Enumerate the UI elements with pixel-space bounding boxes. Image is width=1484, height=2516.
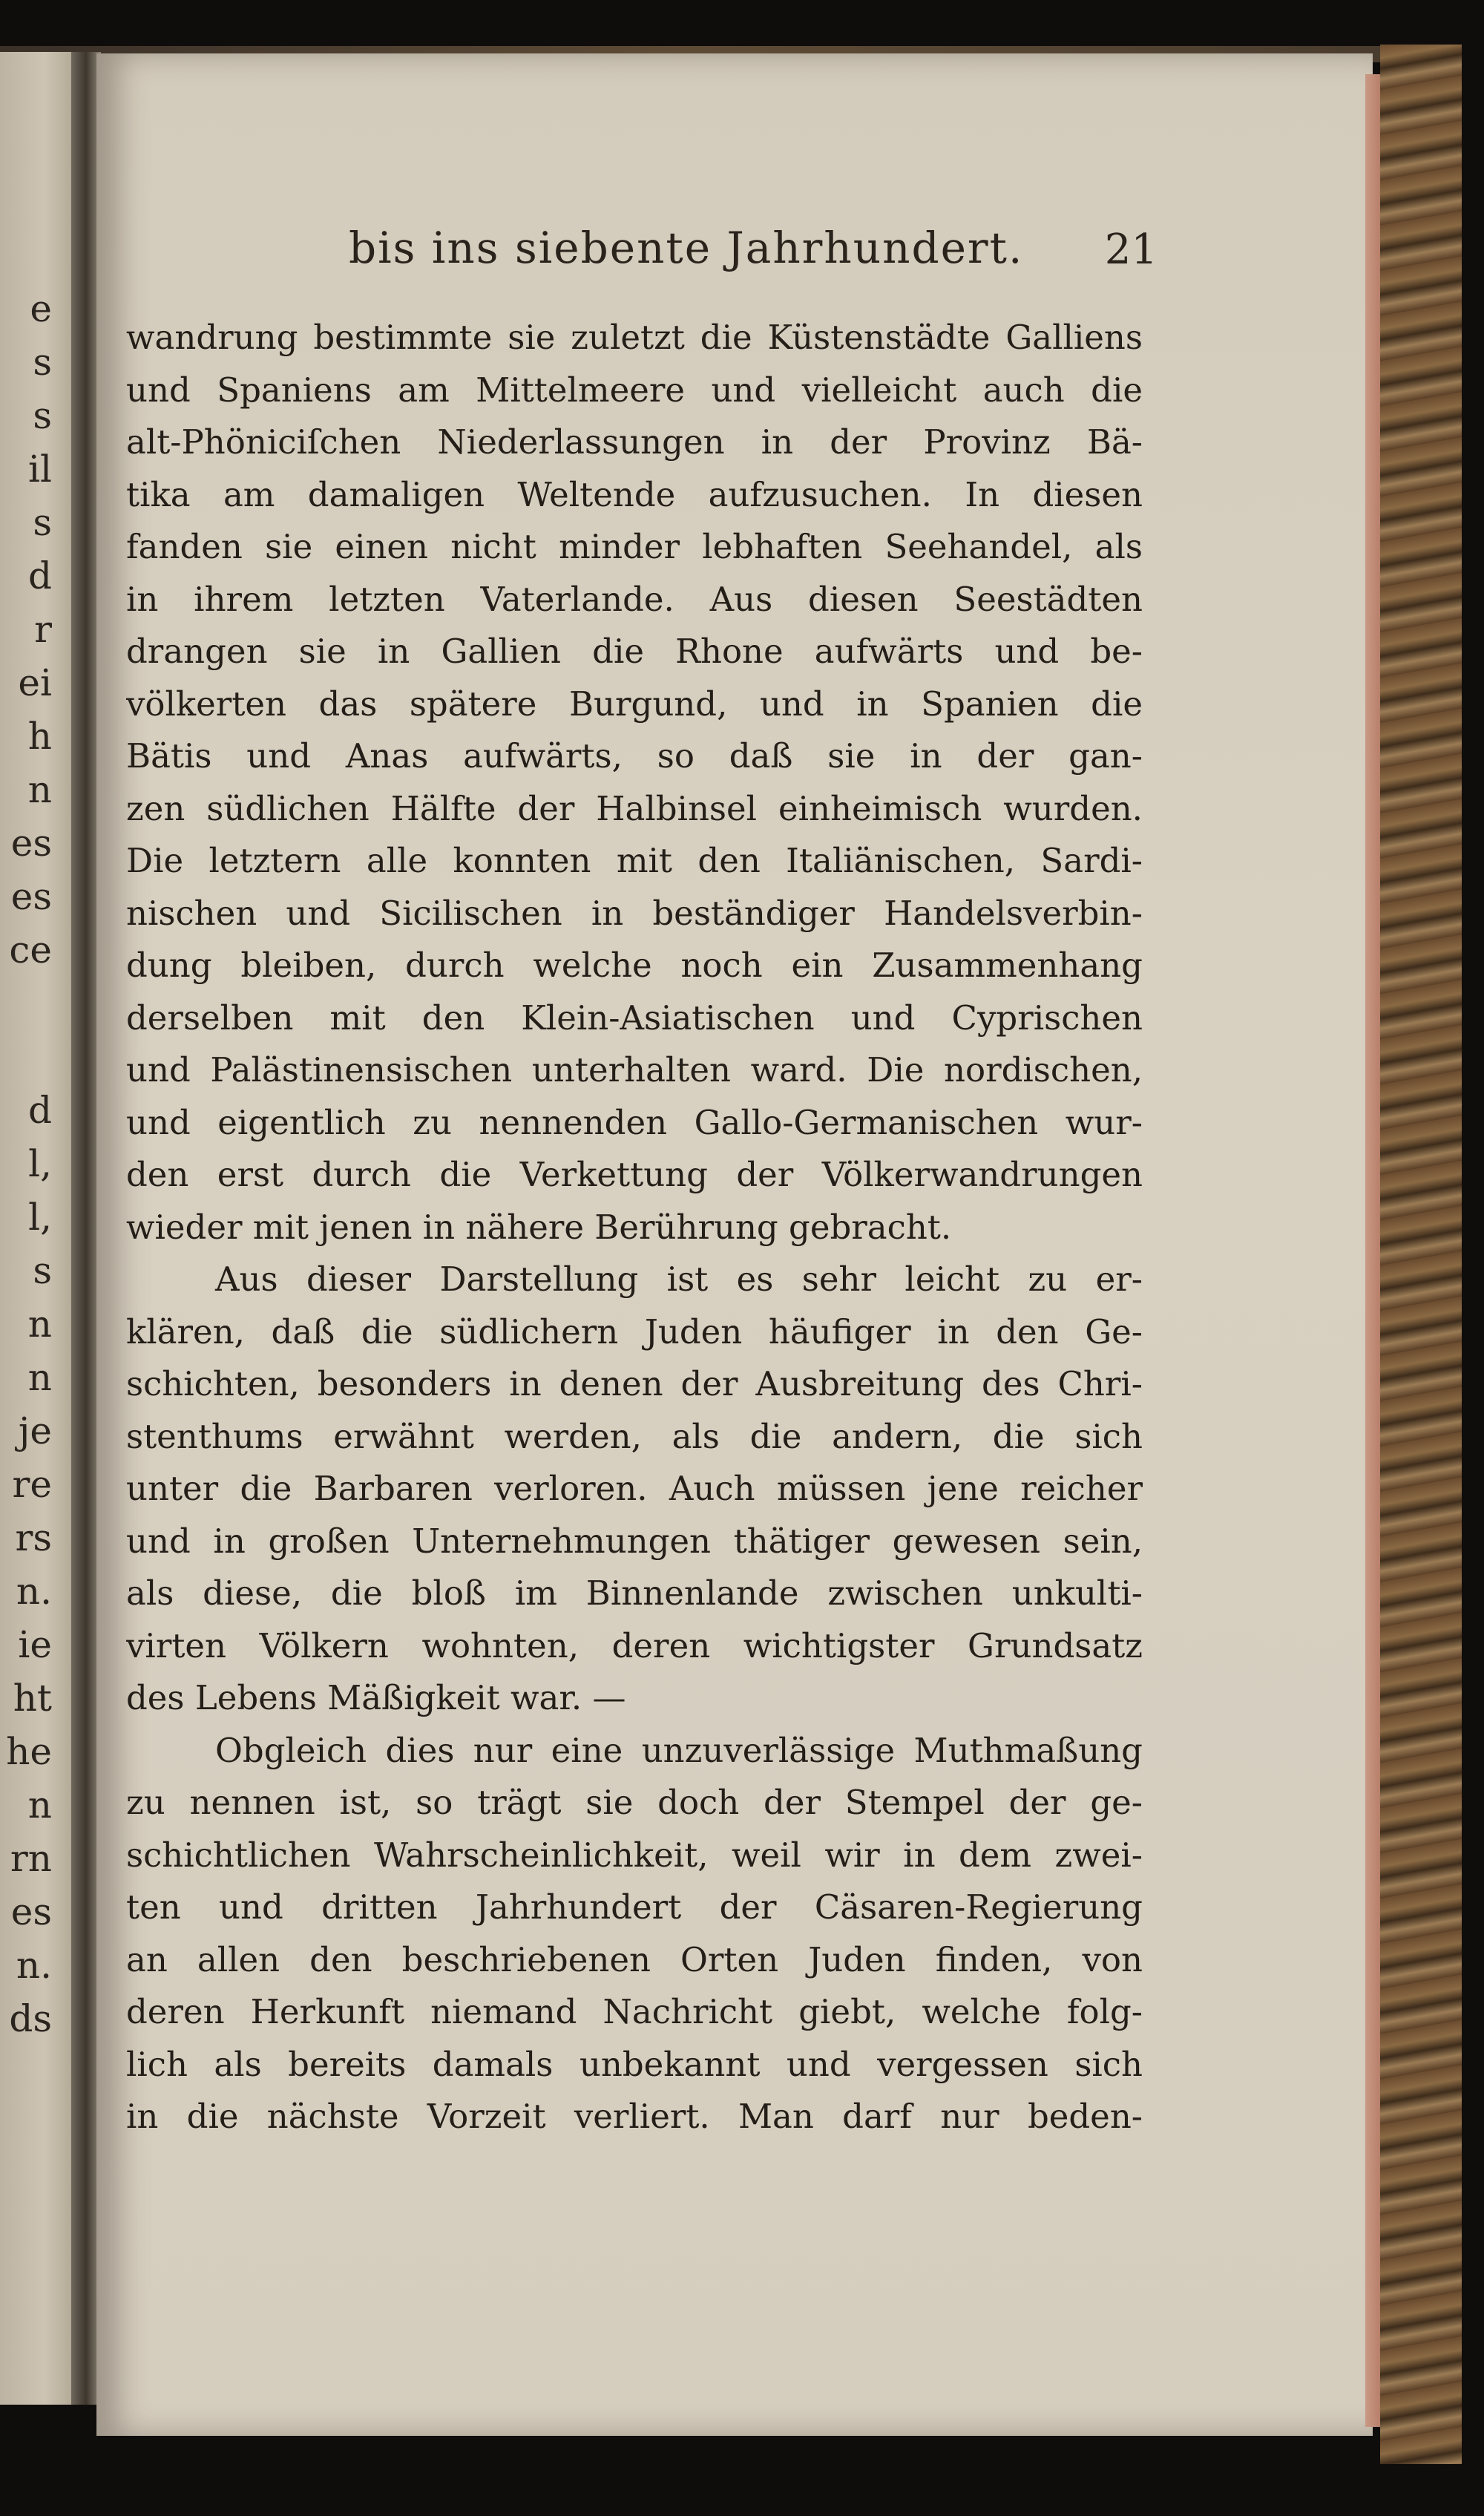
left-page-fragment: ds — [9, 1997, 52, 2040]
left-page-fragment: r — [34, 608, 52, 651]
text-line: völkerten das spätere Burgund, und in Spanien die — [126, 684, 1143, 724]
left-page-fragment: he — [6, 1730, 52, 1773]
left-page-fragment: je — [18, 1409, 52, 1452]
text-line: Die letztern alle konnten mit den Italiänischen, Sardi- — [126, 841, 1143, 880]
text-line: zu nennen ist, so trägt sie doch der Stempel der ge- — [126, 1783, 1143, 1822]
left-page-fragment — [0, 1030, 52, 1084]
text-line: schichten, besonders in denen der Ausbreitung des Chri- — [126, 1364, 1143, 1403]
left-page-fragment: rn — [10, 1837, 52, 1880]
text-line: Obgleich dies nur eine unzuverlässige Muthmaßung — [215, 1730, 1143, 1770]
text-line: Bätis und Anas aufwärts, so daß sie in der gan- — [126, 736, 1143, 776]
text-line: tika am damaligen Weltende aufzusuchen. In diesen — [126, 474, 1143, 514]
running-title: bis ins siebente Jahrhundert. — [349, 223, 1024, 273]
text-line: an allen den beschriebenen Orten Juden finden, von — [126, 1939, 1143, 1979]
left-page-fragment: il — [28, 448, 52, 491]
left-page-fragment: l, — [28, 1196, 52, 1239]
left-page-fragment: es — [10, 875, 52, 918]
text-line: in ihrem letzten Vaterlande. Aus diesen Seestädten — [126, 579, 1143, 619]
left-page-fragment: n — [27, 1356, 52, 1399]
text-line: deren Herkunft niemand Nachricht giebt, welche folg- — [126, 1992, 1143, 2031]
text-line: zen südlichen Hälfte der Halbinsel einheimisch wurden. — [126, 788, 1143, 828]
page-number: 21 — [1104, 226, 1158, 274]
text-line: schichtlichen Wahrscheinlichkeit, weil wir in dem zwei- — [126, 1835, 1143, 1875]
text-line: unter die Barbaren verloren. Auch müssen jene reicher — [126, 1469, 1143, 1508]
left-page-fragment: ce — [9, 928, 52, 972]
text-line: nischen und Sicilischen in beständiger Handelsverbin- — [126, 893, 1143, 933]
text-line: drangen sie in Gallien die Rhone aufwärts und be- — [126, 632, 1143, 671]
left-page-fragment: s — [33, 394, 52, 437]
text-line: des Lebens Mäßigkeit war. — — [126, 1678, 626, 1717]
text-line: in die nächste Vorzeit verliert. Man darf nur beden- — [126, 2097, 1143, 2136]
left-page-fragment: n — [27, 1783, 52, 1827]
text-line: alt-Phöniciſchen Niederlassungen in der Provinz Bä- — [126, 422, 1143, 462]
text-line: ten und dritten Jahrhundert der Cäsaren-Regierung — [126, 1887, 1143, 1927]
text-line: derselben mit den Klein-Asiatischen und Cyprischen — [126, 997, 1143, 1038]
left-page-fragment: s — [33, 1249, 52, 1292]
text-line: und Palästinensischen unterhalten ward. Die nordischen, — [126, 1050, 1143, 1090]
page-edge — [1365, 74, 1380, 2427]
text-line: stenthums erwähnt werden, als die andern, die sich — [126, 1416, 1143, 1456]
text-line: wandrung bestimmte sie zuletzt die Küstenstädte Galliens — [126, 318, 1143, 357]
left-page-text-fragments — [0, 282, 52, 2045]
left-page-fragment: n — [27, 768, 52, 811]
left-page-fragment: n. — [16, 1570, 52, 1613]
left-page-fragment: d — [27, 1089, 52, 1132]
left-page-fragment: es — [10, 822, 52, 865]
text-line: und Spaniens am Mittelmeere und vielleicht auch die — [126, 370, 1143, 410]
book-cover-marbled — [1380, 45, 1462, 2464]
text-line: als diese, die bloß im Binnenlande zwischen unkulti- — [126, 1573, 1143, 1613]
text-line: und eigentlich zu nennenden Gallo-Germanischen wur- — [126, 1102, 1143, 1142]
left-page-fragment: rs — [15, 1516, 52, 1559]
left-page-fragment — [0, 977, 52, 1030]
left-page-fragment: l, — [28, 1142, 52, 1185]
text-line: Aus dieser Darstellung ist es sehr leicht zu er- — [215, 1259, 1143, 1299]
left-page-fragment: ei — [18, 661, 52, 704]
left-page-fragment: s — [33, 341, 52, 384]
text-line: lich als bereits damals unbekannt und vergessen sich — [126, 2044, 1143, 2084]
left-page-fragment: d — [27, 554, 52, 597]
left-page-fragment: s — [33, 501, 52, 544]
left-page-fragment: ie — [18, 1623, 52, 1666]
text-line: fanden sie einen nicht minder lebhaften Seehandel, als — [126, 527, 1143, 566]
text-line: und in großen Unternehmungen thätiger gewesen sein, — [126, 1521, 1143, 1561]
body-text — [126, 312, 1143, 2143]
left-page-fragment: e — [30, 287, 52, 330]
text-line: dung bleiben, durch welche noch ein Zusammenhang — [126, 946, 1143, 985]
left-page-fragment: n — [27, 1303, 52, 1346]
left-page-fragment: h — [27, 715, 52, 758]
text-line: klären, daß die südlichern Juden häufiger in den Ge- — [126, 1311, 1143, 1352]
left-page-fragment: n. — [16, 1944, 52, 1987]
text-line: wieder mit jenen in nähere Berührung gebracht. — [126, 1207, 952, 1247]
left-page-fragment: es — [10, 1890, 52, 1933]
text-line: den erst durch die Verkettung der Völkerwandrungen — [126, 1155, 1143, 1194]
left-page-fragment: re — [12, 1463, 52, 1506]
text-line: virten Völkern wohnten, deren wichtigster Grundsatz — [126, 1625, 1143, 1665]
left-page-fragment: ht — [13, 1677, 52, 1720]
